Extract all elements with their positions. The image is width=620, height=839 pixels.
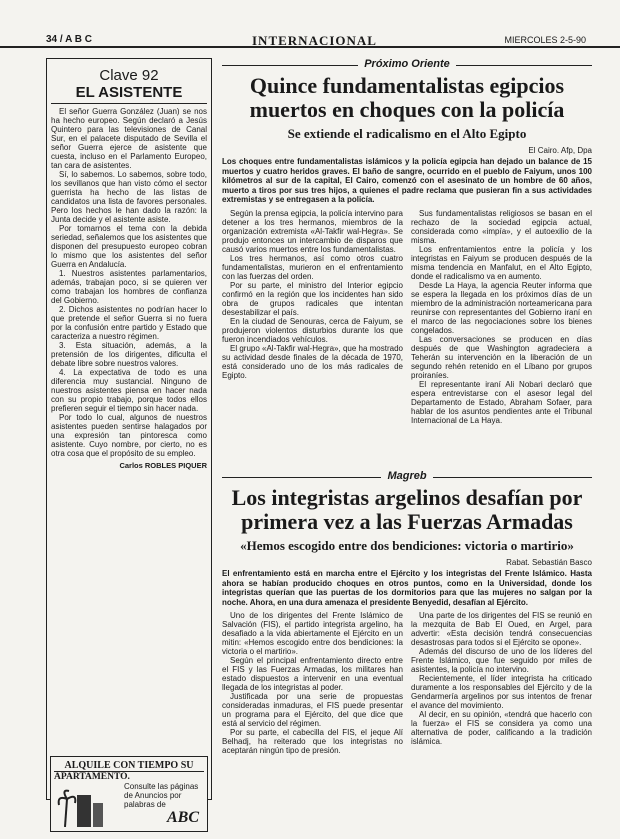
subheadline: «Hemos escogido entre dos bendiciones: victoria o martirio»: [240, 538, 574, 553]
body-col-1: Según la prensa egipcia, la policía intervino para detener a los tres hermanos, miembros de la organización extremista «Al-Takfir wal-Hegra». Se produjo entonces un intercambio de disparos que causó varios muertos entre los fundamentalistas. Los tres hermanos, así como otros cuatro fundamentalistas, murieron en el enfrentamiento con las fuerzas del orden. Por su parte, el ministro del Interior egipcio confirmó en la región que los incidentes han sido obra de grupos radicales que intentan desestabilizar el país. En la ciudad de Senouras, cerca de Faiyum, se produjeron violentos disturbios durante los que fueron incendiados vehículos. El grupo «Al-Takfir wal-Hegra», que ha mostrado su actividad desde finales de la década de 1970, está considerado uno de los más radicales de Egipto.: [222, 208, 403, 380]
sidebar-column: [46, 58, 212, 800]
sidebar-paragraph: El señor Guerra González (Juan) se nos ha hecho europeo. Según declaró a Jesús Quintero para las televisiones de Canal Sur, en el palacete disputado de Sevilla el señor Guerra ejerce de asistente que cuesta, incluso en el Parlamento Europeo, tan cara de asistentes.: [51, 107, 207, 170]
sidebar-paragraph: 4. La expectativa de todo es una diferencia muy sustancial. Ninguno de nuestros asistentes piensa en hacer nada con su propio trabajo, porque todos ellos prefieren seguir el tiempo sin hacer nada.: [51, 368, 207, 413]
sidebar-paragraph: Sí, lo sabemos. Lo sabemos, sobre todo, los sevillanos que han visto cómo el sector guerrista ha hecho de las listas de candidatos una lista de favores personales. Pero los hechos le han dado la razón: la Junta decide y el asistente asiste.: [51, 170, 207, 224]
lead-paragraph: Los choques entre fundamentalistas islámicos y la policía egipcia han dejado un balance de 15 muertos y cuatro heridos graves. El baño de sangre, ocurrido en el pueblo de Faiyum, unos 100 kilómetros al sur de la capital, El Cairo, comenzó con el asesinato de un hombre de 60 años, muerto a tiros por sus tres hijos, a quienes el padre reclama que pusieran fin a sus actividades extremistas y se entregasen a la policía.: [222, 157, 592, 204]
column-name: Clave 92: [99, 67, 159, 84]
article-algeria: [222, 470, 592, 811]
dateline: El Cairo. Afp, Dpa: [528, 146, 592, 155]
headline: Quince fundamentalistas egipcios muertos en choques con la policía: [249, 73, 565, 122]
kicker: Magreb: [222, 470, 592, 484]
page-number: 34 / A B C: [46, 34, 92, 45]
opinion-box: [46, 58, 212, 800]
column-title: EL ASISTENTE: [51, 84, 207, 104]
column-signature: Carlos ROBLES PIQUER: [119, 461, 207, 470]
sidebar-paragraph: Por tomarnos el tema con la debida seriedad, señalemos que los asistentes que disponen del presupuesto europeo cobran lo mismo que los asistentes del señor Guerra en Andalucía.: [51, 224, 207, 269]
headline: Los integristas argelinos desafían por primera vez a las Fuerzas Armadas: [231, 485, 583, 534]
byline: Rabat. Sebastián Basco: [506, 558, 592, 567]
section-title: INTERNACIONAL: [252, 33, 377, 48]
lead-paragraph: El enfrentamiento está en marcha entre el Ejército y los integristas del Frente Islámico. Hasta ahora se habían producido choques en otros puntos, como en la Universidad, donde los integristas querían que las puertas de los dormitorios para que las mujeres no salgan por la noche. Ahora, en una dura amenaza el presidente Benyedid, desafían al Ejército.: [222, 569, 592, 607]
issue-date: MIERCOLES 2-5-90: [504, 35, 586, 45]
ad-line2: APARTAMENTO.: [54, 772, 130, 782]
article-egypt: [222, 58, 592, 481]
abc-logo: ABC: [166, 809, 199, 826]
body-col-2: Sus fundamentalistas religiosos se basan en el rechazo de la sociedad egipcia actual, considerada como «impía», y el autoexilio de la misma. Los enfrentamientos entre la policía y los integristas en Faiyum se producen después de la misma tendencia en Manfalut, en el Alto Egipto, donde el radicalismo va en aumento. Desde La Haya, la agencia Reuter informa que se espera la llegada en los próximos días de un miembro de la administración norteamericana para reunirse con representantes del Gobierno iraní en el marco de las negociaciones sobre los bienes congelados. Las conversaciones se producen en días después de que Washington agradeciera a Teherán su intervención en la liberación de un segundo rehén retenido en el Líbano por grupos proiraníes. El representante iraní Ali Nobari declaró que espera entrevistarse con el asesor legal del Departamento de Estado, Abraham Sofaer, para hablar de los asuntos pendientes ante el Tribunal Internacional de La Haya.: [411, 208, 592, 425]
sidebar-paragraph: 3. Esta situación, además, a la pretensión de los dirigentes, dificulta el debate libre sobre nuestros valores.: [51, 341, 207, 368]
classified-ad: [50, 756, 208, 832]
kicker: Próximo Oriente: [222, 58, 592, 72]
sidebar-paragraph: Por todo lo cual, algunos de nuestros asistentes pueden sentirse halagados por una expresión tan pintoresca como asistente. Cuyo nombre, por cierto, no es otra cosa que el propósito de su empleo.: [51, 413, 207, 458]
body-columns: [222, 611, 592, 811]
ad-line3: Consulte las páginas de Anuncios por palabras de: [124, 782, 199, 809]
sidebar-paragraph: 1. Nuestros asistentes parlamentarios, además, trabajan poco, si se quieren ver como trabajan los hombres de confianza del Gobierno.: [51, 269, 207, 305]
body-columns: [222, 209, 592, 481]
palm-skyline-icon: [57, 785, 117, 827]
subheadline: Se extiende el radicalismo en el Alto Egipto: [287, 126, 527, 141]
body-col-2: Una parte de los dirigentes del FIS se reunió en la mezquita de Bab El Oued, en Argel, para advertir: «Esta decisión tendrá consecuencias desastrosas para todos si el Ejército se opone». Además del discurso de uno de los líderes del Frente Islámico, que fue seguido por miles de asistentes, la policía no intervino. Recientemente, el líder integrista ha criticado duramente a los responsables del Ejército y de la Gendarmería argelinos por sus intentos de frenar el avance del movimiento. Al decir, en su opinión, «tendrá que hacerlo con la fuerza» el FIS se considera ya como una alternativa de poder, calificando a la tradición islámica.: [411, 611, 592, 746]
page-header: [0, 0, 620, 48]
ad-line1: ALQUILE CON TIEMPO SU: [54, 760, 204, 772]
body-col-1: Uno de los dirigentes del Frente Islámico de Salvación (FIS), el partido integrista argelino, ha desafiado a la vida abiertamente el Ejército en un mitin: «Hemos escogido entre dos bendiciones: la victoria o el martirio». Según el principal enfrentamiento directo entre el FIS y las Fuerzas Armadas, los militares han estado dispuestos a intervenir en una eventual llegada de los integristas al poder. Justificada por una serie de propuestas consideradas inmaduras, el FIS puede presentar un programa para el Ejército, del que dice que está al servicio del régimen. Por su parte, el cabecilla del FIS, el jeque Alí Belhadj, ha reiterado que los integristas no aceptarán ningún tipo de presión.: [222, 611, 403, 755]
sidebar-paragraph: 2. Dichos asistentes no podrían hacer lo que pretende el señor Guerra si no fuera por la confusión entre partido y Estado que caracteriza a nuestro régimen.: [51, 305, 207, 341]
